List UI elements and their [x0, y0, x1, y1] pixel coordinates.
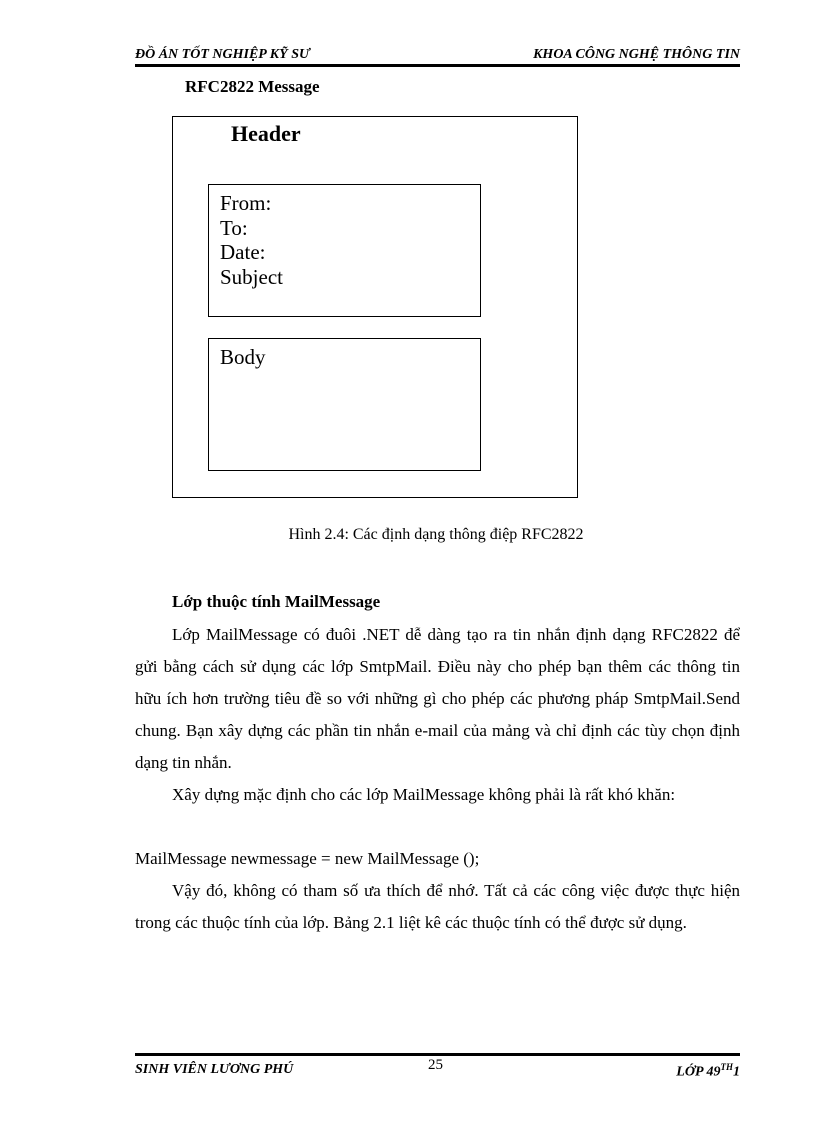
subheading: Lớp thuộc tính MailMessage [172, 592, 381, 611]
header-divider [135, 64, 740, 67]
field-from: From: [220, 191, 272, 215]
footer-class-suffix: 1 [733, 1064, 740, 1080]
page-number: 25 [428, 1057, 443, 1073]
body-box [208, 338, 481, 471]
field-subject: Subject [220, 264, 283, 289]
page-footer-right [676, 1062, 740, 1081]
paragraph-2: Xây dựng mặc định cho các lớp MailMessage không phải là rất khó khăn: [172, 785, 676, 804]
header-fields-box [208, 184, 481, 317]
footer-divider [135, 1053, 740, 1056]
page-header-left: ĐỒ ÁN TỐT NGHIỆP KỸ SƯ [135, 47, 310, 62]
paragraph-1: Lớp MailMessage có đuôi .NET dễ dàng tạo ra tin nhắn định dạng RFC2822 để gửi bằng cách sử dụng các lớp SmtpMail. Điều này cho phép bạn thêm các thông tin hữu ích hơn trường tiêu đề so với những gì cho phép các phương pháp SmtpMail.Send chung. Bạn xây dựng các phần tin nhắn e-mail của mảng và chỉ định các tùy chọn định dạng tin nhắn. [135, 625, 740, 772]
footer-class-prefix: LỚP 49 [676, 1064, 721, 1080]
section-title: RFC2822 Message [185, 77, 320, 96]
field-to: To: [220, 215, 248, 240]
body-label: Body [220, 345, 266, 369]
page-header-right: KHOA CÔNG NGHỆ THÔNG TIN [533, 47, 740, 62]
paragraph-3: Vậy đó, không có tham số ưa thích để nhớ. Tất cả các công việc được thực hiện trong các thuộc tính của lớp. Bảng 2.1 liệt kê các thuộc tính có thể được sử dụng. [135, 881, 740, 932]
field-date: Date: [220, 240, 266, 264]
footer-class-sup: TH [720, 1062, 733, 1072]
page-footer-left: SINH VIÊN LƯƠNG PHÚ [135, 1062, 294, 1077]
diagram-header-label: Header [231, 121, 301, 146]
figure-caption: Hình 2.4: Các định dạng thông điệp RFC2822 [288, 526, 584, 543]
code-line: MailMessage newmessage = new MailMessage (); [135, 849, 480, 868]
